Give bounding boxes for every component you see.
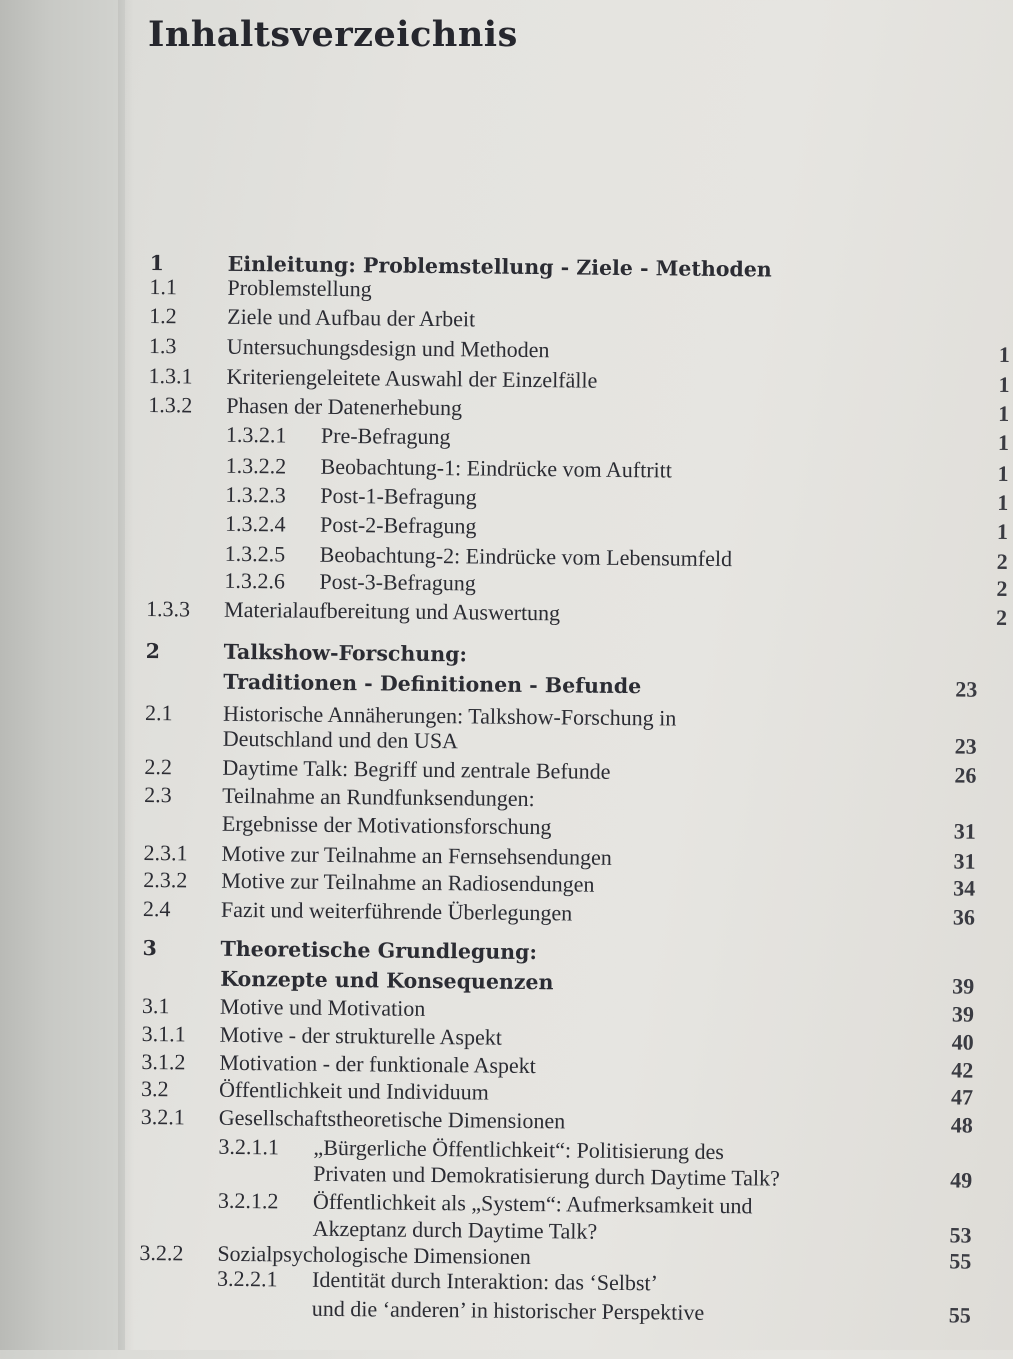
toc-entry-number: 3.2.1.2: [217, 1187, 279, 1214]
toc-entry-number: 3.2: [140, 1075, 169, 1102]
toc-entry-number: 2.3: [144, 781, 172, 808]
toc-entry-number: 2.4: [142, 895, 171, 922]
toc-entry-title: Beobachtung-1: Eindrücke vom Auftritt: [320, 453, 673, 483]
toc-entry-page: 48: [950, 1112, 973, 1138]
toc-entry-title: „Bürgerliche Öffentlichkeit“: Politisierung des: [313, 1134, 724, 1165]
toc-entry-page: 26: [954, 762, 977, 788]
toc-entry-title: Motivation - der funktionale Aspekt: [219, 1049, 537, 1079]
toc-entry-number: 2.3.1: [143, 839, 188, 866]
toc-entry-page: 47: [950, 1084, 974, 1110]
toc-entry-title: Traditionen - Definitionen - Befunde: [223, 669, 642, 699]
toc-entry-number: 1.3.2.1: [225, 421, 287, 448]
toc-entry-number: 1.1: [149, 273, 178, 300]
toc-entry-number: 3: [142, 935, 157, 961]
toc-entry-title: Einleitung: Problemstellung - Ziele - Methoden: [227, 251, 772, 282]
toc-entry-title: Post-2-Befragung: [319, 511, 477, 539]
toc-entry-number: 3.2.2: [139, 1239, 184, 1266]
toc-entry-title: Materialaufbereitung und Auswertung: [224, 596, 561, 626]
toc-entry-page: 2: [996, 548, 1008, 574]
toc-entry-title: Gesellschaftstheoretische Dimensionen: [218, 1104, 566, 1134]
toc-entry-title: Untersuchungsdesign und Methoden: [226, 333, 550, 363]
toc-entry-title: Motive und Motivation: [219, 993, 426, 1021]
toc-entry-page: 36: [952, 904, 976, 930]
toc-entry-number: 2.3.2: [143, 866, 188, 893]
toc-entry-number: 3.1: [141, 992, 170, 1019]
toc-entry-title: Akzeptanz durch Daytime Talk?: [312, 1215, 598, 1244]
toc-entry-title: Identität durch Interaktion: das ‘Selbst’: [311, 1266, 659, 1296]
toc-entry-page: 23: [954, 733, 977, 759]
toc-entry-title: Privaten und Demokratisierung durch Daytime Talk?: [313, 1160, 780, 1191]
toc-entry-page: 2: [996, 575, 1008, 601]
toc-entry-number: 1.3.2.4: [224, 510, 286, 537]
toc-entry-page: 1: [998, 400, 1010, 427]
toc-entry-title: Öffentlichkeit und Individuum: [218, 1076, 489, 1105]
toc-entry-number: 1.2: [149, 302, 177, 329]
toc-entry-page: 31: [953, 818, 976, 844]
toc-entry-title: Konzepte und Konsequenzen: [220, 966, 554, 995]
toc-entry-title: Motive zur Teilnahme an Radiosendungen: [221, 867, 595, 897]
toc-entry-title: Motive - der strukturelle Aspekt: [219, 1021, 503, 1050]
toc-entry-page: 53: [949, 1222, 972, 1248]
toc-entry-title: Öffentlichkeit als „System“: Aufmerksamkeit und: [312, 1188, 753, 1219]
toc-entry-number: 1.3.3: [146, 595, 191, 622]
toc-entry-title: Post-3-Befragung: [319, 568, 476, 596]
toc-entry-title: Phasen der Datenerhebung: [226, 392, 463, 421]
toc-entry-page: 1: [997, 460, 1009, 487]
toc-entry-title: Ziele und Aufbau der Arbeit: [227, 303, 476, 332]
toc-entry-title: und die ‘anderen’ in historischer Perspektive: [311, 1295, 705, 1325]
toc-entry-number: 2: [145, 638, 161, 664]
toc-entry-number: 3.1.1: [141, 1020, 186, 1047]
toc-entry-number: 1.3.2.5: [224, 540, 286, 567]
toc-entry-page: 1: [998, 371, 1010, 398]
toc-entry-page: 55: [949, 1248, 972, 1274]
toc-entry-page: 1: [996, 518, 1009, 545]
page-title: Inhaltsverzeichnis: [148, 14, 518, 55]
toc-entry-title: Teilnahme an Rundfunksendungen:: [222, 782, 535, 812]
toc-entry-page: 39: [952, 973, 975, 999]
toc-entry-page: 31: [953, 848, 976, 874]
toc-entry-page: 49: [950, 1167, 973, 1193]
toc-entry-title: Motive zur Teilnahme an Fernsehsendungen: [221, 840, 612, 870]
toc-entry-title: Historische Annäherungen: Talkshow-Forschung in: [222, 700, 677, 731]
toc-entry-title: Theoretische Grundlegung:: [220, 936, 538, 965]
toc-entry-page: 1: [998, 341, 1010, 368]
toc-entry-number: 3.2.2.1: [217, 1265, 278, 1292]
toc-entry-title: Ergebnisse der Motivationsforschung: [221, 810, 552, 840]
toc-entry-number: 1.3: [148, 332, 177, 359]
toc-entry-number: 1.3.2.2: [225, 452, 287, 479]
toc-entry-title: Post-1-Befragung: [320, 482, 477, 510]
toc-entry-number: 1.3.1: [148, 362, 193, 389]
toc-entry-title: Beobachtung-2: Eindrücke vom Lebensumfeld: [319, 541, 733, 572]
toc-entry-number: 3.2.1.1: [218, 1133, 280, 1160]
toc-entry-page: 42: [951, 1057, 974, 1083]
toc-entry-title: Kriteriengeleitete Auswahl der Einzelfälle: [226, 363, 598, 393]
toc-entry-title: Talkshow-Forschung:: [223, 639, 468, 667]
toc-entry-title: Problemstellung: [227, 274, 372, 302]
toc-entry-title: Deutschland und den USA: [222, 725, 459, 754]
toc-entry-title: Daytime Talk: Begriff und zentrale Befunde: [222, 754, 611, 784]
toc-entry-number: 1: [149, 250, 165, 276]
toc-entry-number: 1.3.2: [148, 391, 193, 418]
toc-entry-number: 2.1: [144, 699, 173, 726]
toc-entry-page: 40: [951, 1029, 974, 1055]
toc-entry-page: 1: [997, 489, 1009, 516]
toc-entry-title: Pre-Befragung: [320, 422, 451, 450]
toc-entry-page: 23: [955, 676, 978, 702]
toc-entry-page: 2: [995, 604, 1008, 630]
toc-entry-number: 3.1.2: [141, 1048, 186, 1075]
toc-entry-number: 2.2: [144, 753, 173, 780]
toc-entry-title: Fazit und weiterführende Überlegungen: [220, 896, 573, 926]
toc-entry-number: 3.2.1: [140, 1103, 185, 1130]
toc-entry-title: Sozialpsychologische Dimensionen: [217, 1240, 531, 1270]
toc-entry-page: 55: [948, 1302, 971, 1328]
toc-entry-page: 39: [951, 1001, 975, 1027]
toc-entry-number: 1.3.2.3: [225, 481, 286, 508]
toc-entry-page: 1: [997, 429, 1010, 456]
toc-entry-number: 1.3.2.6: [224, 567, 286, 594]
toc-entry-page: 34: [953, 875, 976, 901]
